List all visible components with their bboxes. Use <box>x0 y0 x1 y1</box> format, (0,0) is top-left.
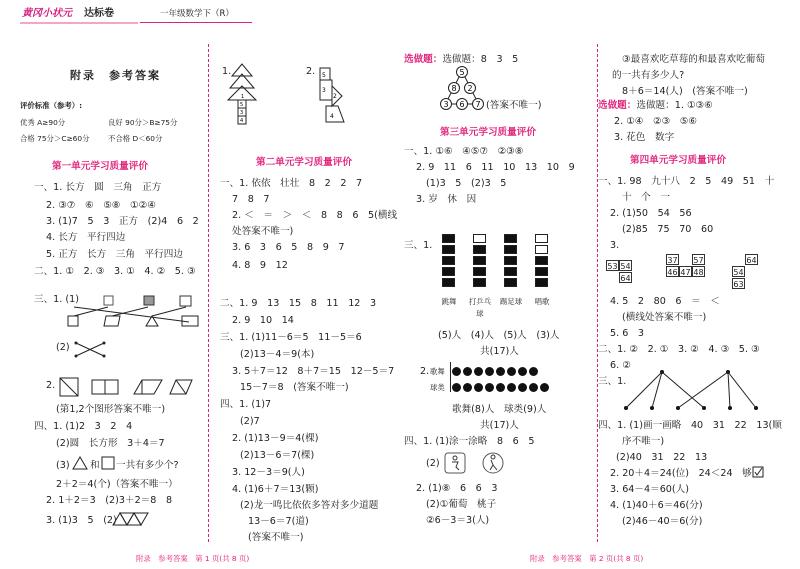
triangle-puzzle-note: (答案不唯一) <box>486 100 542 111</box>
number-grid-cell: 54 <box>733 268 744 277</box>
u1-line-5: 5. 正方 长方 三角 平行四边 <box>46 249 183 260</box>
chart-box <box>442 267 455 276</box>
number-grid-cell: 57 <box>693 256 704 265</box>
c4-line-3: 8＋6＝14(人) (答案不唯一) <box>622 86 748 97</box>
number-grid-cell: 64 <box>620 274 631 283</box>
u1-line-6: 二、1. ① 2. ③ 3. ① 4. ② 5. ③ <box>34 266 196 277</box>
c2-line-13: 15－7＝8 (答案不唯一) <box>240 382 349 393</box>
skater-icon <box>444 452 466 474</box>
number-grid-cell: 54 <box>620 262 631 271</box>
c2-line-6: 3. 6 3 6 5 8 9 7 <box>232 242 345 253</box>
count-dot <box>496 367 505 376</box>
square-icon <box>101 456 115 470</box>
brand-logo: 黄冈小状元 <box>22 8 72 19</box>
c4-line-1: ③最喜欢吃草莓的和最喜欢吃葡萄 <box>622 54 765 65</box>
c4-line-5: 2. ①④ ②③ ⑤⑥ <box>614 116 697 127</box>
c2-line-1: 1. <box>222 66 232 77</box>
count-dot <box>485 383 494 392</box>
svg-text:4: 4 <box>240 118 244 124</box>
c4-line-22: 3. 64－4＝60(人) <box>610 484 689 495</box>
svg-text:3: 3 <box>240 110 244 116</box>
chart-box <box>473 245 486 254</box>
c4-line-13: (横线处答案不唯一) <box>622 312 707 323</box>
c3-line-2: 一、1. ①⑥ ④⑤⑦ ②③⑧ <box>404 146 524 157</box>
count-dot <box>529 383 538 392</box>
c4-line-24: (2)46－40＝6(分) <box>622 516 703 527</box>
c2-line-16: 2. (1)13－9＝4(棵) <box>232 433 319 444</box>
c2-line-5: 处答案不唯一) <box>232 226 294 237</box>
svg-text:2: 2 <box>467 84 473 93</box>
u1-line-3: 3. (1)7 5 3 正方 (2)4 6 2 <box>46 216 199 227</box>
chart-category-label: 踢足球 <box>499 297 523 306</box>
c3-line-13: (2) <box>426 458 440 469</box>
count-dot <box>474 367 483 376</box>
header-rule <box>140 22 252 23</box>
u1-line-9: 2. <box>46 380 56 391</box>
svg-text:7: 7 <box>475 100 481 109</box>
chart-box <box>535 245 548 254</box>
c2-line-4: 2. ＜ ＝ ＞ ＜ 8 8 6 5(横线 <box>232 210 398 221</box>
unit3-heading: 第三单元学习质量评价 <box>440 127 536 138</box>
number-grid <box>606 254 776 290</box>
u1-line-8: (2) <box>56 342 70 353</box>
u1-line-13c: 一共有多少个? <box>116 460 179 471</box>
count-dot <box>485 367 494 376</box>
c3-line-5: 3. 岁 休 因 <box>416 194 477 205</box>
svg-text:1: 1 <box>241 94 245 100</box>
dot-connect-diagram <box>620 368 770 418</box>
column-divider-1 <box>208 44 209 542</box>
c4-line-14: 5. 6 3 <box>610 328 645 339</box>
std-title: 评价标准（参考）: <box>20 101 83 110</box>
dot-rows-axis <box>450 362 451 392</box>
interest-box-chart <box>436 234 566 318</box>
chart-category-label: 跳舞 <box>441 297 457 306</box>
svg-text:5: 5 <box>459 68 465 77</box>
number-grid-cell: 48 <box>693 268 704 277</box>
c2-line-20: (2)龙一鸣比依依多答对多少道题 <box>240 500 379 511</box>
c2-line-1b: 2. <box>306 66 316 77</box>
column-divider-2 <box>597 44 598 542</box>
c3-line-8: 共(17)人 <box>480 346 519 357</box>
row-label-ball: 球类 <box>430 383 445 392</box>
c3-line-7: (5)人 (4)人 (5)人 (3)人 <box>438 330 560 341</box>
u1-line-15: 2. 1＋2＝3 (2)3＋2＝8 8 <box>46 495 173 506</box>
svg-text:8: 8 <box>451 84 457 93</box>
svg-text:3: 3 <box>322 87 326 94</box>
chart-box <box>442 245 455 254</box>
count-dot <box>496 383 505 392</box>
std-good: 良好 90分＞B≥75分 <box>108 118 178 127</box>
count-dot <box>507 383 516 392</box>
count-dot <box>463 383 472 392</box>
count-dot <box>518 367 527 376</box>
c2-line-18: 3. 12－3＝9(人) <box>232 467 305 478</box>
c4-line-20: (2)40 31 22 13 <box>616 452 708 463</box>
chart-box <box>473 256 486 265</box>
header-pink-bar <box>20 22 138 24</box>
chart-box <box>504 256 517 265</box>
number-grid-cell: 63 <box>733 280 744 289</box>
footer-left: 附录 参考答案 第 1 页(共 8 页) <box>136 554 250 563</box>
c4-line-18: 四、1. (1)画一画略 40 31 22 13(顺 <box>598 420 782 431</box>
chart-box <box>473 267 486 276</box>
count-dot <box>463 367 472 376</box>
u1-line-4: 4. 长方 平行四边 <box>46 232 126 243</box>
c2-line-17: (2)13－6＝7(棵) <box>240 450 315 461</box>
triangle-strip-icon <box>112 512 152 526</box>
tangram-figure <box>316 66 356 126</box>
u1-line-2: 2. ③⑦ ⑥ ⑤⑧ ①②④ <box>46 200 156 211</box>
svg-text:4: 4 <box>330 113 334 120</box>
c4-line-11: 3. <box>610 240 620 251</box>
number-grid-cell: 53 <box>607 262 618 271</box>
c3-line-3: 2. 9 11 6 11 10 13 10 9 <box>416 162 575 173</box>
u1-line-16: 3. (1)3 5 (2) <box>46 515 117 526</box>
chart-category-label: 唱歌 <box>534 297 550 306</box>
c2-line-22: (答案不唯一) <box>248 532 304 543</box>
c4-line-15: 二、1. ② 2. ① 3. ② 4. ③ 5. ③ <box>598 344 760 355</box>
chart-box <box>504 267 517 276</box>
std-pass: 合格 75分＞C≥60分 <box>20 134 90 143</box>
chart-box <box>442 256 455 265</box>
chart-box <box>535 278 548 287</box>
chart-box <box>473 234 486 243</box>
row-label-dance: 歌舞 <box>430 367 445 376</box>
c4-line-19: 序不唯一) <box>622 436 665 447</box>
unit2-heading: 第二单元学习质量评价 <box>256 157 352 168</box>
c3-line-6: 三、1. <box>404 240 433 251</box>
tree-figure <box>228 62 268 132</box>
c2-line-14: 四、1. (1)7 <box>220 399 272 410</box>
count-dot <box>474 383 483 392</box>
c2-line-12: 3. 5＋7＝12 8＋7＝15 12－5＝7 <box>232 366 395 377</box>
number-grid-cell: 37 <box>667 256 678 265</box>
chart-box <box>535 267 548 276</box>
c4-line-6: 3. 花色 数字 <box>614 132 675 143</box>
std-fail: 不合格 D＜60分 <box>108 134 163 143</box>
chart-category-label: 打乒乓球 <box>468 297 492 318</box>
c3-line-9: 2. <box>420 366 430 377</box>
c4-line-12: 4. 5 2 80 6 ＝ ＜ <box>610 296 720 307</box>
count-dot <box>452 383 461 392</box>
svg-text:3: 3 <box>443 100 449 109</box>
number-grid-cell: 47 <box>680 268 691 277</box>
chart-box <box>442 278 455 287</box>
std-excellent: 优秀 A≥90分 <box>20 118 66 127</box>
c4-line-9: 2. (1)50 54 56 <box>610 208 692 219</box>
c2-line-2: 一、1. 依依 壮壮 8 2 2 7 <box>220 178 363 189</box>
svg-text:5: 5 <box>322 72 326 79</box>
chart-box <box>473 278 486 287</box>
c4-line-2: 的一共有多少人? <box>612 70 685 81</box>
c3-line-15: (2)①葡萄 桃子 <box>426 499 497 510</box>
u1-line-1: 一、1. 长方 圆 三角 正方 <box>34 182 162 193</box>
unit4-heading: 第四单元学习质量评价 <box>630 155 726 166</box>
c4-line-7: 一、1. 98 九十八 2 5 49 51 十 <box>598 176 775 187</box>
c4-line-4: 选做题：选做题：1. ①③⑥ <box>598 100 713 111</box>
c2-line-3: 7 8 7 <box>232 194 270 205</box>
badge-title: 达标卷 <box>84 8 114 19</box>
chart-box <box>504 278 517 287</box>
chart-box <box>535 234 548 243</box>
chart-box <box>504 245 517 254</box>
chart-box <box>442 234 455 243</box>
c3-line-16: ②6－3＝3(人) <box>426 515 490 526</box>
c4-line-17: 三、1. <box>598 376 627 387</box>
count-dot <box>518 383 527 392</box>
checkbox-checked-icon <box>752 466 764 478</box>
subject-title: 一年级数学下（R） <box>160 9 234 19</box>
matching-diagram-2 <box>74 340 114 360</box>
u1-line-14: 2＋2＝4(个)（答案不唯一） <box>56 479 178 490</box>
c4-line-23: 4. (1)40＋6＝46(分) <box>610 500 703 511</box>
c4-line-21: 2. 20＋4＝24(位) 24＜24 够 <box>610 468 752 479</box>
c4-line-8: 十 个 一 <box>622 192 670 203</box>
c2-line-7: 4. 8 9 12 <box>232 260 288 271</box>
footer-right: 附录 参考答案 第 2 页(共 8 页) <box>530 554 644 563</box>
appendix-title: 附录 参考答案 <box>70 69 161 82</box>
u1-line-11: 四、1. (1)2 3 2 4 <box>34 421 133 432</box>
dot-rows <box>452 364 552 394</box>
c4-line-16: 6. ② <box>610 360 631 371</box>
triangle-icon <box>72 456 88 470</box>
u1-line-13a: (3) <box>56 460 70 471</box>
c2-line-15: (2)7 <box>240 416 260 427</box>
svg-text:2: 2 <box>333 93 337 100</box>
c3-line-11: 共(17)人 <box>480 420 519 431</box>
cyclist-icon <box>482 452 504 474</box>
c2-line-11: (2)13－4＝9(本) <box>240 349 315 360</box>
number-grid-cell: 46 <box>667 268 678 277</box>
number-grid-cell: 64 <box>746 256 757 265</box>
svg-text:6: 6 <box>459 100 465 109</box>
matching-diagram-1 <box>66 294 216 334</box>
c2-line-19: 4. (1)6＋7＝13(颗) <box>232 484 319 495</box>
shape-cut-diagram <box>58 376 198 400</box>
count-dot <box>540 383 549 392</box>
c2-line-9: 2. 9 10 14 <box>232 315 294 326</box>
c2-line-21: 13－6＝7(道) <box>248 516 309 527</box>
c2-line-10: 三、1. (1)11－6＝5 11－5＝6 <box>220 332 362 343</box>
c3-line-4: (1)3 5 (2)3 5 <box>426 178 507 189</box>
u1-line-7: 三、1. (1) <box>34 294 79 305</box>
chart-box <box>504 234 517 243</box>
c4-line-10: (2)85 75 70 60 <box>622 224 714 235</box>
u1-line-10: (第1,2个图形答案不唯一) <box>56 404 166 415</box>
c3-line-10: 歌舞(8)人 球类(9)人 <box>452 404 547 415</box>
u1-line-12: (2)圆 长方形 3＋4＝7 <box>56 438 165 449</box>
unit1-heading: 第一单元学习质量评价 <box>52 161 148 172</box>
chart-box <box>535 256 548 265</box>
c2-line-8: 二、1. 9 13 15 8 11 12 3 <box>220 298 377 309</box>
u1-line-13b: 和 <box>90 460 100 471</box>
c3-line-12: 四、1. (1)涂一涂略 8 6 5 <box>404 436 535 447</box>
count-dot <box>507 367 516 376</box>
c3-line-1: 选做题：选做题：8 3 5 <box>404 54 519 65</box>
count-dot <box>529 367 538 376</box>
svg-text:5: 5 <box>240 102 244 108</box>
c3-line-14: 2. (1)⑧ 6 6 3 <box>416 483 498 494</box>
count-dot <box>452 367 461 376</box>
